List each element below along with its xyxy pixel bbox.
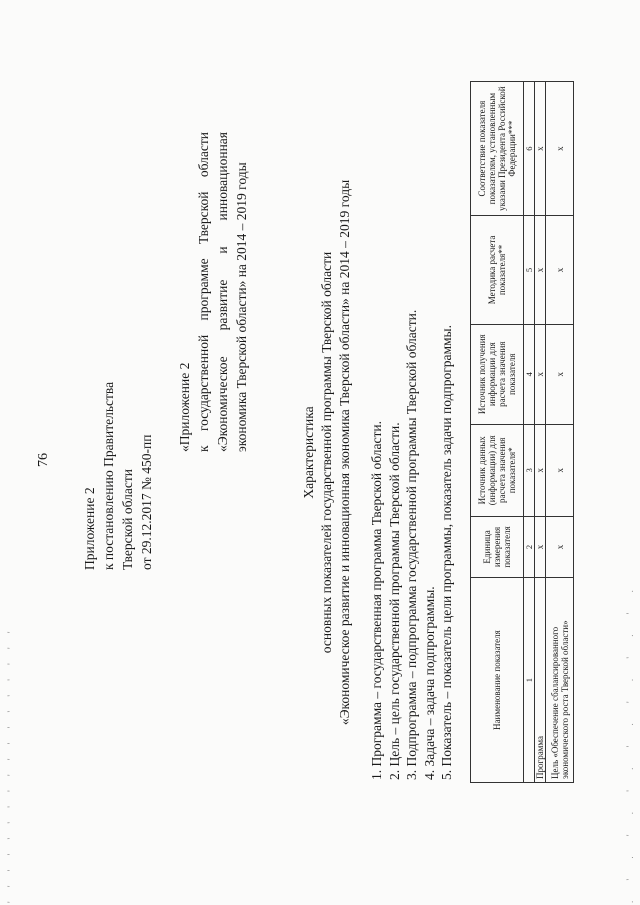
page-number: 76 [36,453,51,467]
title-line: основных показателей государственной программы Тверской области [319,251,334,654]
column-number-row [524,82,535,783]
table-cell: x [546,216,574,324]
column-number: 1 [524,578,535,783]
column-number: 6 [524,82,535,216]
table-row [535,82,546,783]
appendix-line: Тверской области [120,469,135,570]
header-indicator-name: Наименование показателя [471,578,524,783]
column-number: 2 [524,516,535,577]
table-row [546,82,574,783]
table-cell: Программа [535,578,546,783]
definition-item: 1. Программа – государственная программа Тверской области. [369,420,384,780]
program-appendix-line: «Приложение 2 [177,362,192,452]
program-appendix-line: к государственной программе Тверской области [196,132,211,452]
table-cell: x [535,324,546,424]
program-appendix-line: «Экономическое развитие и инновационная [215,132,230,452]
margin-marks-top: ' ' ' ' ' ' ' ' ' ' ' ' ' ' ' ' ' ' [6,625,16,903]
table-cell: x [535,516,546,577]
table-cell: x [535,424,546,516]
header-info-source: Источник получения информации для расчета значения показателя [471,324,524,424]
table-cell: x [546,324,574,424]
column-number: 5 [524,216,535,324]
table-cell: x [535,216,546,324]
appendix-line: от 29.12.2017 № 450-пп [139,434,154,570]
column-number: 3 [524,424,535,516]
appendix-reference [80,382,156,570]
definition-item: 4. Задача – задача подпрограммы. [421,586,437,780]
table-cell: x [546,516,574,577]
table-header-row [471,82,524,783]
table-cell: x [546,82,574,216]
table-cell: x [535,82,546,216]
table-cell: Цель «Обеспечение сбалансированного экономического роста Тверской области» [546,578,574,783]
header-decree-compliance: Соответствие показателя показателям, установленным указами Президента Российской Федерации*** [471,82,524,216]
column-number: 4 [524,324,535,424]
margin-marks-bottom: . ' . ' . ' . ' . ' . ' . ' . [625,581,635,903]
appendix-line: Приложение 2 [82,487,97,570]
definition-item: 2. Цель – цель государственной программы Тверской области. [386,422,402,780]
table-cell: x [546,424,574,516]
title-line: «Экономическое развитие и инновационная экономика Тверской области» на 2014 – 2019 годы [337,179,352,726]
header-data-source: Источник данных (информации) для расчета значения показателя* [471,424,524,516]
definition-item: 3. Подпрограмма – подпрограмма государственной программы Тверской области. [404,309,419,780]
appendix-line: к постановлению Правительства [101,381,116,570]
indicators-table [470,81,574,783]
definition-item: 5. Показатель – показатель цели программы, показатель задачи подпрограммы. [439,324,454,780]
header-unit: Единица измерения показателя [471,516,524,577]
title-line: Характеристика [301,406,316,499]
header-method: Методика расчета показателя** [471,216,524,324]
program-appendix-reference [175,132,251,452]
document-title [300,0,354,905]
definitions-list [368,310,456,780]
program-appendix-line: экономика Тверской области» на 2014 – 2019 годы [234,162,249,452]
